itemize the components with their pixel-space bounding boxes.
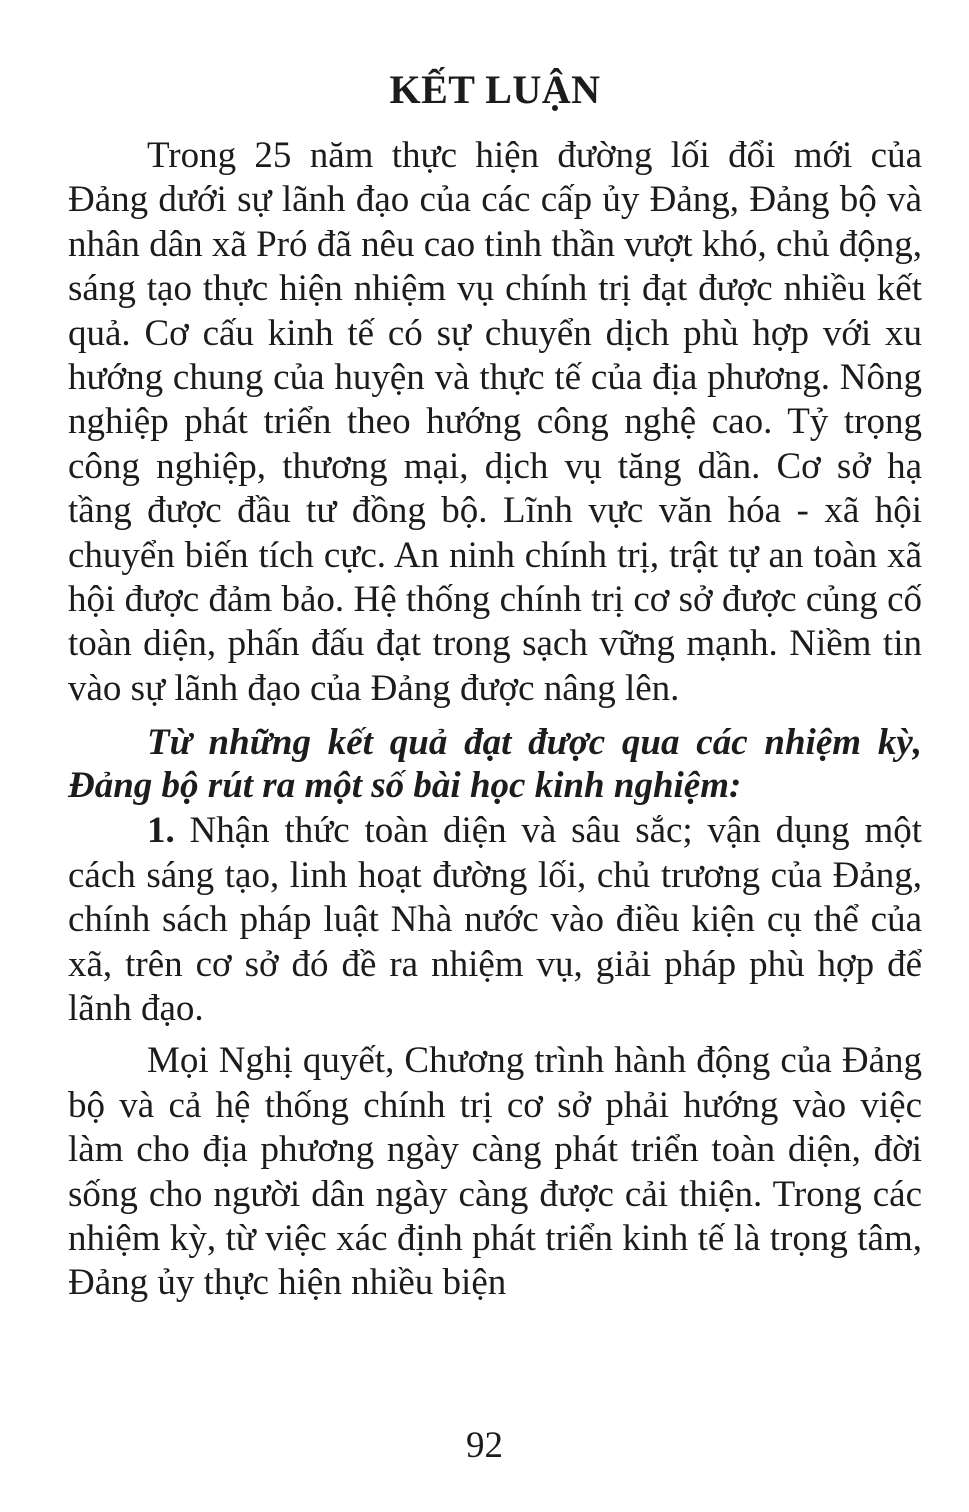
- intro-paragraph: Trong 25 năm thực hiện đường lối đổi mới của Đảng dưới sự lãnh đạo của các cấp ủy Đảng, Đảng bộ và nhân dân xã Pró đã nêu cao tinh thần vượt khó, chủ động, sáng tạo thực hiện nhiệm vụ chính trị đạt được nhiều kết quả. Cơ cấu kinh tế có sự chuyển dịch phù hợp với xu hướng chung của huyện và thực tế của địa phương. Nông nghiệp phát triển theo hướng công nghệ cao. Tỷ trọng công nghiệp, thương mại, dịch vụ tăng dần. Cơ sở hạ tầng được đầu tư đồng bộ. Lĩnh vực văn hóa - xã hội chuyển biến tích cực. An ninh chính trị, trật tự an toàn xã hội được đảm bảo. Hệ thống chính trị cơ sở được củng cố toàn diện, phấn đấu đạt trong sạch vững mạnh. Niềm tin vào sự lãnh đạo của Đảng được nâng lên.: [68, 135, 922, 709]
- chapter-title: KẾT LUẬN: [389, 67, 601, 112]
- page-number: 92: [466, 1425, 503, 1466]
- lesson-item-1: [68, 809, 922, 1031]
- lesson-number: 1.: [147, 810, 175, 852]
- lesson-text: Nhận thức toàn diện và sâu sắc; vận dụng một cách sáng tạo, linh hoạt đường lối, chủ trương của Đảng, chính sách pháp luật Nhà nước vào điều kiện cụ thể của xã, trên cơ sở đó đề ra nhiệm vụ, giải pháp phù hợp để lãnh đạo.: [68, 810, 923, 1029]
- body-paragraph: Mọi Nghị quyết, Chương trình hành động của Đảng bộ và cả hệ thống chính trị cơ sở phải hướng vào việc làm cho địa phương ngày càng phát triển toàn diện, đời sống cho người dân ngày càng được cải thiện. Trong các nhiệm kỳ, từ việc xác định phát triển kinh tế là trọng tâm, Đảng ủy thực hiện nhiều biện: [68, 1040, 922, 1304]
- lessons-heading: Từ những kết quả đạt được qua các nhiệm kỳ, Đảng bộ rút ra một số bài học kinh nghiệm:: [68, 722, 922, 807]
